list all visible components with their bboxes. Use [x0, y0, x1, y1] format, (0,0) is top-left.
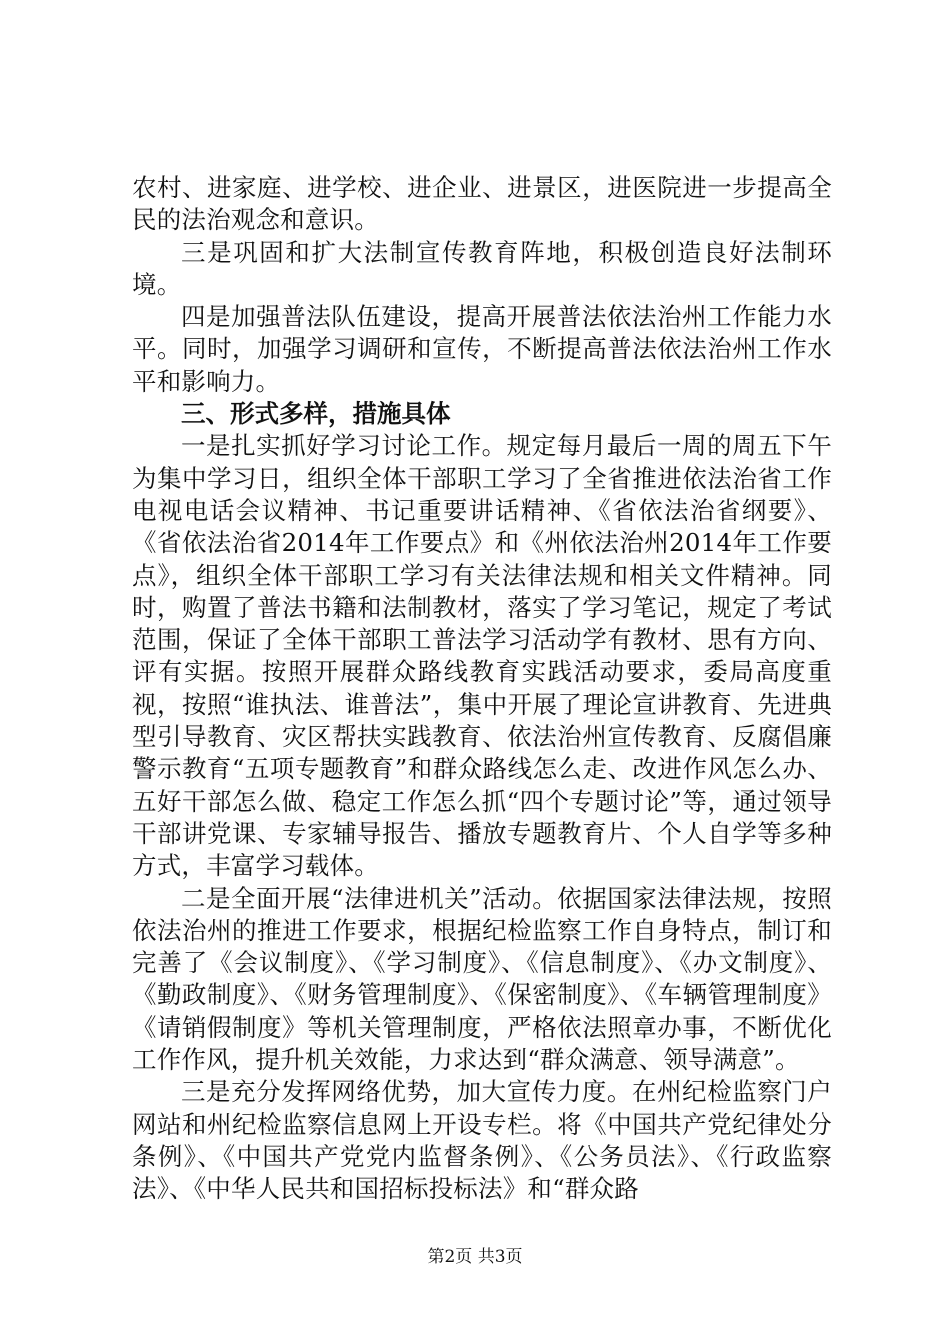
paragraph-study-discussion: 一是扎实抓好学习讨论工作。规定每月最后一周的周五下午为集中学习日，组织全体干部职工学习了全省推进依法治省工作电视电话会议精神、书记重要讲话精神、《省依法治省纲要》、《省依法治省2014年工作要点》和《州依法治州2014年工作要点》，组织全体干部职工学习有关法律法规和相关文件精神。同时，购置了普法书籍和法制教材，落实了学习笔记，规定了考试范围，保证了全体干部职工普法学习活动学有教材、思有方向、评有实据。按照开展群众路线教育实践活动要求，委局高度重视，按照“谁执法、谁普法”，集中开展了理论宣讲教育、先进典型引导教育、灾区帮扶实践教育、依法治州宣传教育、反腐倡廉警示教育“五项专题教育”和群众路线怎么走、改进作风怎么办、五好干部怎么做、稳定工作怎么抓“四个专题讨论”等，通过领导干部讲党课、专家辅导报告、播放专题教育片、个人自学等多种方式，丰富学习载体。	[132, 431, 832, 881]
section-heading: 三、形式多样，措施具体	[181, 399, 451, 429]
paragraph-item-four: 四是加强普法队伍建设，提高开展普法依法治州工作能力水平。同时，加强学习调研和宣传，不断提高普法依法治州工作水平和影响力。	[132, 302, 832, 396]
paragraph-law-into-organs: 二是全面开展“法律进机关”活动。依据国家法律法规，按照依法治州的推进工作要求，根据纪检监察工作自身特点，制订和完善了《会议制度》、《学习制度》、《信息制度》、《办文制度》、《勤政制度》、《财务管理制度》、《保密制度》、《车辆管理制度》《请销假制度》等机关管理制度，严格依法照章办事，不断优化工作作风，提升机关效能，力求达到“群众满意、领导满意”。	[132, 883, 832, 1075]
paragraph-network-advantage: 三是充分发挥网络优势，加大宣传力度。在州纪检监察门户网站和州纪检监察信息网上开设专栏。将《中国共产党纪律处分条例》、《中国共产党党内监督条例》、《公务员法》、《行政监察法》、《中华人民共和国招标投标法》和“群众路	[132, 1077, 832, 1204]
page-footer: 第2页 共3页	[427, 1247, 523, 1267]
paragraph-continuation: 农村、进家庭、进学校、进企业、进景区，进医院进一步提高全民的法治观念和意识。	[132, 173, 832, 235]
document-body	[132, 172, 832, 1206]
paragraph-item-three: 三是巩固和扩大法制宣传教育阵地，积极创造良好法制环境。	[132, 237, 832, 299]
